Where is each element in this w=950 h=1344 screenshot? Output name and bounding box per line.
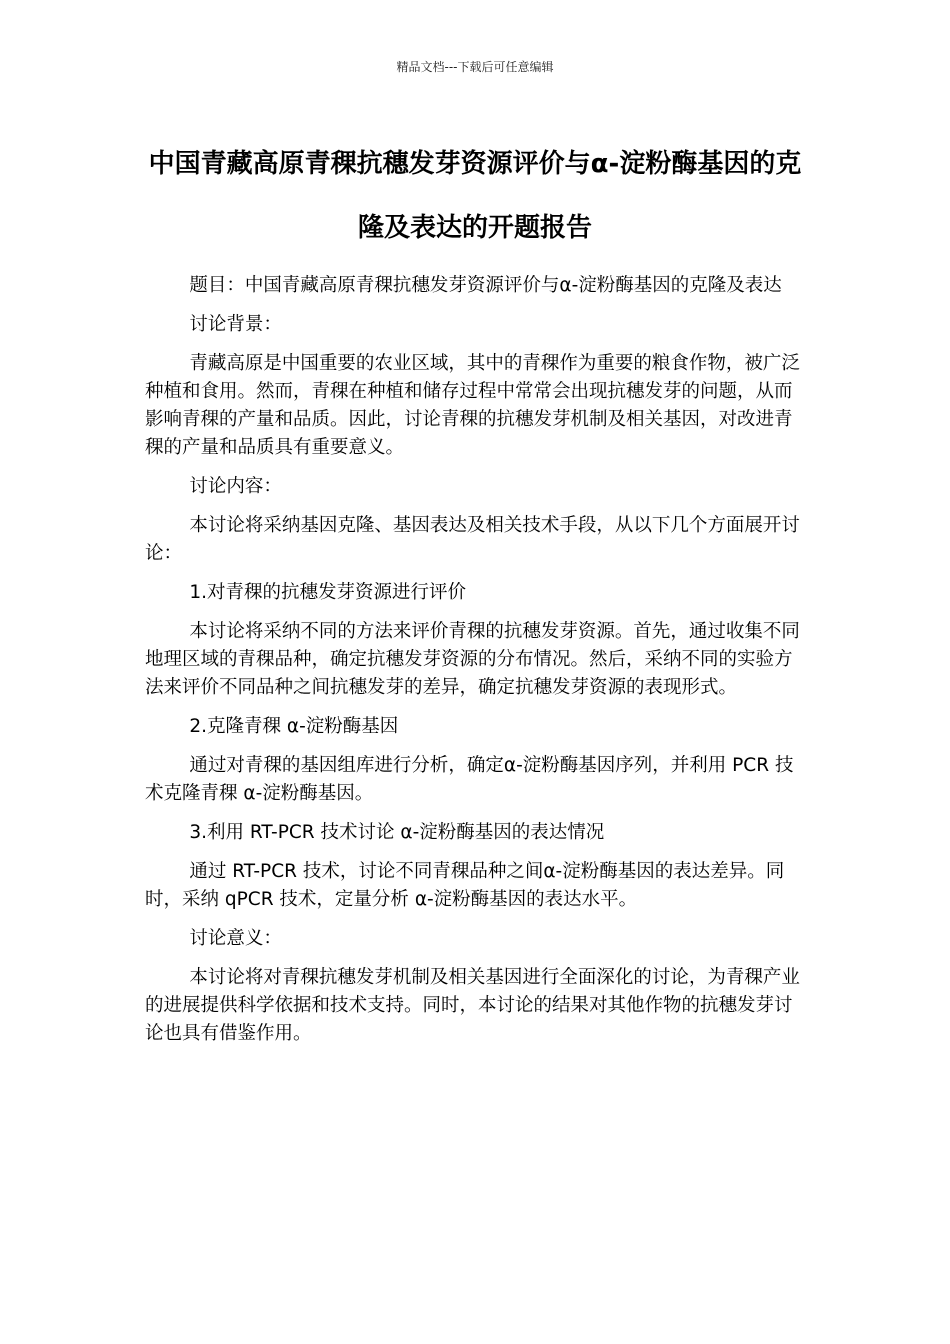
paragraph-background: 青藏高原是中国重要的农业区域，其中的青稞作为重要的粮食作物，被广泛种植和食用。然而，青稞在种植和储存过程中常常会出现抗穗发芽的问题，从而影响青稞的产量和品质。因此，讨论青稞的抗穗发芽机制及相关基因，对改进青稞的产量和品质具有重要意义。 bbox=[145, 353, 800, 458]
document-title: 中国青藏高原青稞抗穗发芽资源评价与α-淀粉酶基因的克隆及表达的开题报告 bbox=[148, 149, 802, 243]
paragraph-significance: 本讨论将对青稞抗穗发芽机制及相关基因进行全面深化的讨论，为青稞产业的进展提供科学依据和技术支持。同时，本讨论的结果对其他作物的抗穗发芽讨论也具有借鉴作用。 bbox=[145, 967, 800, 1044]
heading-background: 讨论背景： bbox=[189, 314, 282, 335]
heading-significance: 讨论意义： bbox=[189, 928, 282, 949]
subheading-1: 1.对青稞的抗穗发芽资源进行评价 bbox=[189, 582, 467, 603]
paragraph-topic: 题目：中国青藏高原青稞抗穗发芽资源评价与α-淀粉酶基因的克隆及表达 bbox=[189, 275, 782, 296]
paragraph-1: 本讨论将采纳不同的方法来评价青稞的抗穗发芽资源。首先，通过收集不同地理区域的青稞品种，确定抗穗发芽资源的分布情况。然后，采纳不同的实验方法来评价不同品种之间抗穗发芽的差异，确定抗穗发芽资源的表现形式。 bbox=[145, 621, 800, 698]
paragraph-3: 通过 RT-PCR 技术，讨论不同青稞品种之间α-淀粉酶基因的表达差异。同时，采纳 qPCR 技术，定量分析 α-淀粉酶基因的表达水平。 bbox=[145, 861, 785, 910]
heading-content: 讨论内容： bbox=[189, 476, 282, 497]
subheading-2: 2.克隆青稞 α-淀粉酶基因 bbox=[189, 716, 399, 737]
subheading-3: 3.利用 RT-PCR 技术讨论 α-淀粉酶基因的表达情况 bbox=[189, 822, 605, 843]
document-body bbox=[145, 272, 805, 1059]
page-header: 精品文档---下载后可任意编辑 bbox=[396, 60, 554, 74]
paragraph-content-intro: 本讨论将采纳基因克隆、基因表达及相关技术手段，从以下几个方面展开讨论： bbox=[145, 515, 800, 564]
paragraph-2: 通过对青稞的基因组库进行分析，确定α-淀粉酶基因序列，并利用 PCR 技术克隆青稞 α-淀粉酶基因。 bbox=[145, 755, 794, 804]
